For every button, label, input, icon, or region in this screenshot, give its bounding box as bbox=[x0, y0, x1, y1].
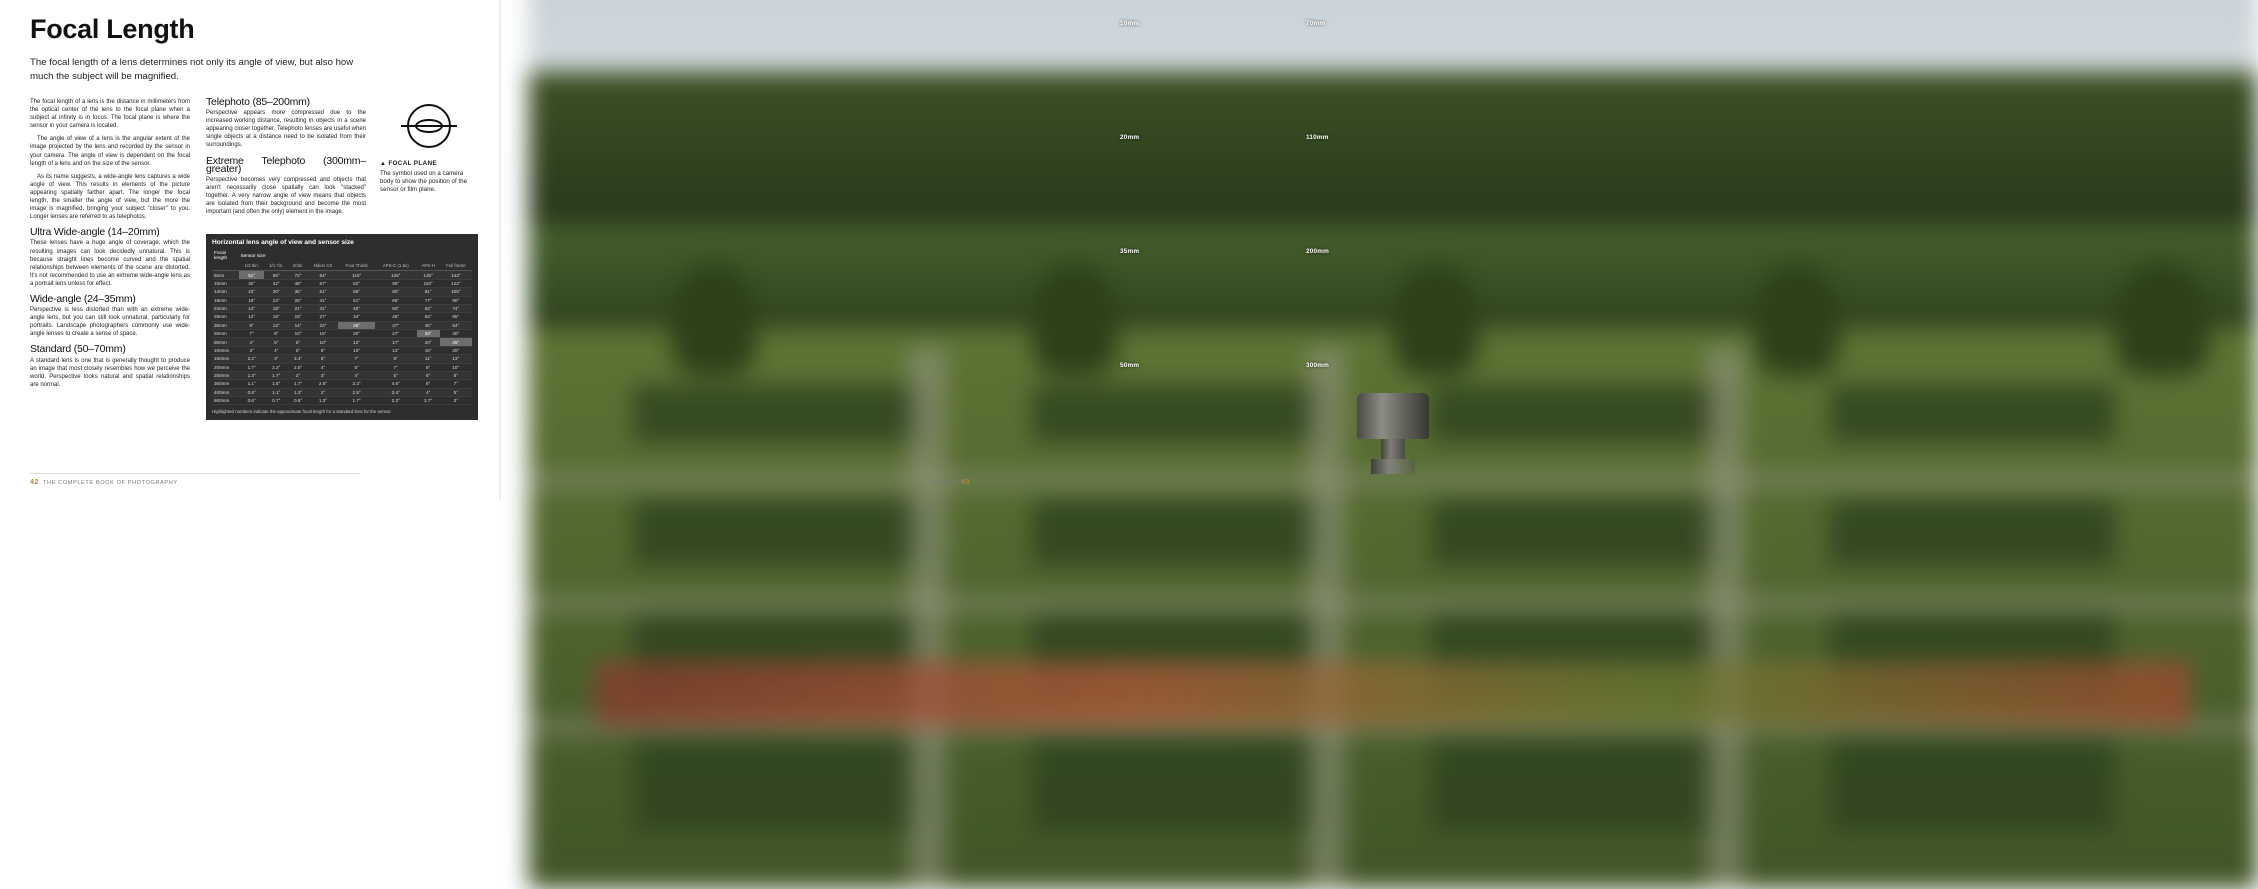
section-text-telephoto: Perspective appears more compressed due to the increased working distance, resulting in objects in a scene appearing closer together. Telephoto lenses are useful when single objects at a distance need to be isolated from their surroundings. bbox=[206, 110, 366, 149]
triangle-marker-icon: ▲ bbox=[380, 161, 387, 167]
table-cell: 27° bbox=[375, 330, 417, 338]
table-cell: 82° bbox=[338, 279, 374, 287]
section-text-wide: Perspective is less distorted than with an extreme wide-angle lens, but you can still look unnatural, particularly for portraits. Landscape photographers commonly use wide-angle lenses to create a sense of space. bbox=[30, 307, 190, 338]
table-cell: 18° bbox=[289, 313, 308, 321]
gallery-image-label: 35mm bbox=[1120, 248, 1140, 255]
intro-paragraph-2: The angle of view of a lens is the angular extent of the image projected by the lens and recorded by the sensor in your camera. The angle of view is dependent on the focal length of a lens and on the size of the sensor. bbox=[30, 136, 190, 167]
table-cell: 0.7° bbox=[264, 397, 289, 405]
table-cell: 2° bbox=[289, 371, 308, 379]
table-cell: 41° bbox=[308, 296, 339, 304]
table-cell: 143° bbox=[440, 271, 472, 279]
table-cell: 1.1° bbox=[264, 388, 289, 396]
table-cell: 10° bbox=[338, 346, 374, 354]
table-cell: 27° bbox=[308, 313, 339, 321]
table-cell: 1.3° bbox=[289, 388, 308, 396]
table-cell: 20° bbox=[417, 338, 440, 346]
table-cell: 3° bbox=[440, 397, 472, 405]
table-cell: 54° bbox=[417, 313, 440, 321]
table-cell: 32° bbox=[239, 279, 264, 287]
table-row bbox=[212, 355, 472, 363]
table-cell: 34° bbox=[338, 313, 374, 321]
table-cell: 54° bbox=[440, 321, 472, 329]
folio-left-text: THE COMPLETE BOOK OF PHOTOGRAPHY bbox=[43, 480, 178, 486]
focal-plane-label-row bbox=[380, 160, 478, 168]
table-cell: 16° bbox=[264, 313, 289, 321]
table-cell: 0.8° bbox=[289, 397, 308, 405]
table-cell: 65° bbox=[440, 313, 472, 321]
table-cell: 65° bbox=[338, 288, 374, 296]
table-cell: 5° bbox=[338, 363, 374, 371]
table-cell: 51° bbox=[239, 271, 264, 279]
table-cell: 10° bbox=[308, 338, 339, 346]
focal-plane-figure bbox=[380, 98, 478, 194]
table-cell: 1.7° bbox=[239, 363, 264, 371]
table-cell: 8° bbox=[308, 346, 339, 354]
table-cell: 9° bbox=[264, 330, 289, 338]
table-row bbox=[212, 330, 472, 338]
table-cell: 30° bbox=[264, 288, 289, 296]
table-cell: 45° bbox=[417, 321, 440, 329]
table-cell: 74° bbox=[440, 304, 472, 312]
table-cell: 4° bbox=[417, 388, 440, 396]
table-cell: 72° bbox=[289, 271, 308, 279]
table-cell: 12° bbox=[338, 338, 374, 346]
table-cell: 0.8° bbox=[239, 388, 264, 396]
table-cell: 21° bbox=[289, 304, 308, 312]
table-row bbox=[212, 380, 472, 388]
table-sensor-group-row bbox=[212, 250, 472, 262]
table-cell-focal-length: 18mm bbox=[212, 296, 239, 304]
table-cell-focal-length: 250mm bbox=[212, 371, 239, 379]
right-page bbox=[500, 0, 1330, 500]
table-cell: 13° bbox=[375, 346, 417, 354]
table-cell-focal-length: 300mm bbox=[212, 380, 239, 388]
table-cell: 25° bbox=[440, 338, 472, 346]
focal-plane-caption-text: The symbol used on a camera body to show the position of the sensor or film plane. bbox=[380, 170, 468, 193]
table-cell: 105° bbox=[440, 288, 472, 296]
table-cell: 2.5° bbox=[308, 380, 339, 388]
table-cell: 14° bbox=[289, 321, 308, 329]
table-cell: 20° bbox=[440, 346, 472, 354]
standfirst: The focal length of a lens determines not only its angle of view, but also how much the subject will be magnified. bbox=[30, 57, 354, 82]
table-cell: 8° bbox=[440, 371, 472, 379]
table-cell: 4° bbox=[239, 338, 264, 346]
table-row bbox=[212, 371, 472, 379]
table-cell: 94° bbox=[308, 271, 339, 279]
table-row bbox=[212, 321, 472, 329]
table-row bbox=[212, 346, 472, 354]
table-row bbox=[212, 313, 472, 321]
section-text-ultra-wide: These lenses have a huge angle of coverage, which the resulting images can look decidedly unnatural. This is because straight lines become curved and the spatial relationships between elements of the scene are distorted. It's not recommended to use an extreme wide-angle lens as a portrait lens unless for effect. bbox=[30, 240, 190, 287]
table-cell: 3° bbox=[264, 355, 289, 363]
table-cell: 91° bbox=[417, 288, 440, 296]
table-cell: 126° bbox=[375, 271, 417, 279]
table-header-5: APS-C (1.6x) bbox=[375, 262, 417, 271]
table-cell-focal-length: 200mm bbox=[212, 363, 239, 371]
table-cell: 6° bbox=[289, 338, 308, 346]
table-cell: 6° bbox=[417, 371, 440, 379]
section-text-extreme-telephoto: Perspective becomes very compressed and objects that aren't necessarily close spatially can look "stacked" together. A very narrow angle of view means that objects are isolated from their background and become the most important (and often the only) element in the image. bbox=[206, 176, 366, 216]
table-cell: 33° bbox=[417, 330, 440, 338]
table-cell: 90° bbox=[440, 296, 472, 304]
gallery-image-label: 20mm bbox=[1120, 134, 1140, 141]
table-cell: 2.5° bbox=[338, 388, 374, 396]
table-cell: 13° bbox=[440, 355, 472, 363]
table-cell-focal-length: 14mm bbox=[212, 288, 239, 296]
page-title: Focal Length bbox=[30, 14, 195, 44]
table-title: Horizontal lens angle of view and sensor size bbox=[212, 239, 354, 246]
table-footnote: Highlighted numbers indicate the approximate focal length for a standard lens for the sensor. bbox=[212, 409, 392, 415]
table-cell-focal-length: 600mm bbox=[212, 397, 239, 405]
table-cell: 18° bbox=[264, 304, 289, 312]
table-cell: 51° bbox=[308, 288, 339, 296]
table-cell: 28° bbox=[289, 296, 308, 304]
focal-length-photo-grid bbox=[1116, 16, 1484, 468]
table-cell: 1.7° bbox=[289, 380, 308, 388]
table-cell: 80° bbox=[375, 288, 417, 296]
gallery-image-label: 10mm bbox=[1120, 20, 1140, 27]
left-page bbox=[0, 0, 500, 500]
table-cell: 4° bbox=[264, 346, 289, 354]
intro-paragraph-1: The focal length of a lens is the distance in millimeters from the optical center of the lens to the focal plane when a subject at infinity is in focus. The focal plane is where the sensor in your camera is located. bbox=[30, 99, 190, 130]
table-cell: 2.5° bbox=[289, 363, 308, 371]
gallery-image-label: 200mm bbox=[1306, 248, 1330, 255]
table-cell: 122° bbox=[440, 279, 472, 287]
table-cell: 0.6° bbox=[239, 397, 264, 405]
table-cell: 45° bbox=[375, 313, 417, 321]
folio-left-number: 42 bbox=[30, 479, 39, 486]
table-cell: 42° bbox=[264, 279, 289, 287]
table-cell: 110° bbox=[338, 271, 374, 279]
table-cell-focal-length: 6mm bbox=[212, 271, 239, 279]
table-cell: 7° bbox=[375, 363, 417, 371]
table-cell: 1.3° bbox=[308, 397, 339, 405]
table-cell-focal-length: 400mm bbox=[212, 388, 239, 396]
table-row bbox=[212, 338, 472, 346]
table-cell: 1.7° bbox=[338, 397, 374, 405]
table-header-7: Full frame bbox=[440, 262, 472, 271]
lens-angle-table-panel bbox=[206, 234, 478, 420]
table-cell: 8° bbox=[417, 363, 440, 371]
table-cell: 7° bbox=[338, 355, 374, 363]
table-row bbox=[212, 388, 472, 396]
gallery-image-label: 300mm bbox=[1306, 362, 1330, 369]
table-cell-focal-length: 28mm bbox=[212, 313, 239, 321]
table-cell: 67° bbox=[308, 279, 339, 287]
table-cell-focal-length: 50mm bbox=[212, 330, 239, 338]
table-cell: 5° bbox=[440, 388, 472, 396]
table-cell: 20° bbox=[338, 330, 374, 338]
table-cell: 2.2° bbox=[264, 363, 289, 371]
footer-rule bbox=[30, 473, 360, 474]
table-cell: 17° bbox=[375, 338, 417, 346]
table-cell: 3.3° bbox=[338, 380, 374, 388]
body-column-middle bbox=[206, 98, 366, 221]
section-heading-telephoto: Telephoto (85–200mm) bbox=[206, 96, 310, 108]
folio-right-text: LENSES bbox=[931, 480, 957, 486]
table-cell: 1.1° bbox=[239, 380, 264, 388]
table-cell: 48° bbox=[289, 279, 308, 287]
table-cell: 65° bbox=[264, 271, 289, 279]
table-cell: 14° bbox=[239, 304, 264, 312]
table-row bbox=[212, 279, 472, 287]
section-heading-standard: Standard (50–70mm) bbox=[30, 343, 126, 356]
table-cell: 10° bbox=[289, 330, 308, 338]
table-header-1: 1/1.7in. bbox=[264, 262, 289, 271]
table-cell: 2.7° bbox=[417, 397, 440, 405]
table-row bbox=[212, 296, 472, 304]
table-cell: 37° bbox=[375, 321, 417, 329]
table-body bbox=[212, 271, 472, 405]
gallery-image-label: 50mm bbox=[1120, 362, 1140, 369]
table-cell: 18° bbox=[239, 296, 264, 304]
gallery-image-label: 110mm bbox=[1306, 134, 1329, 141]
table-cell: 5° bbox=[308, 355, 339, 363]
table-cell: 99° bbox=[375, 279, 417, 287]
table-cell: 15° bbox=[308, 330, 339, 338]
table-cell: 5° bbox=[264, 338, 289, 346]
focal-plane-symbol-icon bbox=[401, 98, 457, 154]
table-cell-focal-length: 35mm bbox=[212, 321, 239, 329]
lens-angle-table bbox=[212, 250, 472, 405]
table-cell: 12° bbox=[264, 321, 289, 329]
table-cell: 9° bbox=[239, 321, 264, 329]
table-cell: 16° bbox=[417, 346, 440, 354]
table-cell: 3° bbox=[239, 346, 264, 354]
table-cell: 5° bbox=[375, 371, 417, 379]
table-cell-focal-length: 80mm bbox=[212, 338, 239, 346]
table-header-blank bbox=[212, 262, 239, 271]
table-cell: 1.7° bbox=[264, 371, 289, 379]
table-cell: 1.5° bbox=[264, 380, 289, 388]
folio-right-number: 43 bbox=[961, 479, 970, 486]
gallery-image bbox=[1302, 358, 1484, 468]
table-cell-focal-length: 24mm bbox=[212, 304, 239, 312]
focal-plane-label: FOCAL PLANE bbox=[388, 160, 437, 167]
focal-plane-caption bbox=[380, 160, 478, 194]
table-cell: 23° bbox=[239, 288, 264, 296]
table-cell: 135° bbox=[417, 271, 440, 279]
table-cell: 10° bbox=[440, 363, 472, 371]
table-row bbox=[212, 271, 472, 279]
table-cell: 51° bbox=[338, 296, 374, 304]
table-cell: 7° bbox=[239, 330, 264, 338]
folio-right bbox=[931, 479, 970, 486]
table-column-header-row bbox=[212, 262, 472, 271]
table-cell-focal-length: 100mm bbox=[212, 346, 239, 354]
table-row bbox=[212, 397, 472, 405]
table-cell: 6° bbox=[417, 380, 440, 388]
section-heading-extreme-telephoto: Extreme Telephoto (300mm–greater) bbox=[206, 154, 366, 175]
table-cell: 62° bbox=[417, 304, 440, 312]
table-cell: 3.4° bbox=[375, 388, 417, 396]
table-cell: 12° bbox=[239, 313, 264, 321]
table-cell: 40° bbox=[440, 330, 472, 338]
table-cell: 24° bbox=[264, 296, 289, 304]
table-row bbox=[212, 304, 472, 312]
table-header-3: Nikon CX bbox=[308, 262, 339, 271]
table-cell: 50° bbox=[375, 304, 417, 312]
table-cell: 31° bbox=[308, 304, 339, 312]
table-corner-label bbox=[212, 250, 239, 262]
table-cell-focal-length: 10mm bbox=[212, 279, 239, 287]
table-corner-line2: length bbox=[214, 256, 228, 262]
table-cell: 7° bbox=[440, 380, 472, 388]
section-heading-wide: Wide-angle (24–35mm) bbox=[30, 292, 136, 305]
table-cell: 66° bbox=[375, 296, 417, 304]
table-cell: 2° bbox=[308, 388, 339, 396]
table-cell: 2.3° bbox=[375, 397, 417, 405]
table-cell: 40° bbox=[338, 304, 374, 312]
table-cell: 28° bbox=[338, 321, 374, 329]
table-cell: 9° bbox=[375, 355, 417, 363]
section-text-standard: A standard lens is one that is generally thought to produce an image that most closely resembles how we perceive the world. Perspective looks natural and spatial relationships are normal. bbox=[30, 357, 190, 388]
table-row bbox=[212, 288, 472, 296]
body-column-left bbox=[30, 98, 190, 394]
table-row bbox=[212, 363, 472, 371]
table-cell: 4° bbox=[308, 363, 339, 371]
table-sensor-group-label: Sensor size bbox=[240, 253, 266, 259]
table-cell: 4° bbox=[338, 371, 374, 379]
folio-left bbox=[30, 479, 178, 486]
table-cell: 35° bbox=[289, 288, 308, 296]
table-cell: 1.3° bbox=[239, 371, 264, 379]
table-cell: 11° bbox=[417, 355, 440, 363]
table-cell: 110° bbox=[417, 279, 440, 287]
table-cell-focal-length: 150mm bbox=[212, 355, 239, 363]
table-cell: 77° bbox=[417, 296, 440, 304]
table-cell: 3.4° bbox=[289, 355, 308, 363]
table-cell: 2.2° bbox=[239, 355, 264, 363]
table-cell: 4.5° bbox=[375, 380, 417, 388]
gallery-image-label: 70mm bbox=[1306, 20, 1326, 27]
section-heading-ultra-wide: Ultra Wide-angle (14–20mm) bbox=[30, 226, 160, 239]
table-cell: 3° bbox=[308, 371, 339, 379]
table-cell: 22° bbox=[308, 321, 339, 329]
book-spread bbox=[0, 0, 1330, 500]
table-header-4: Four Thirds bbox=[338, 262, 374, 271]
table-cell: 5° bbox=[289, 346, 308, 354]
table-header-6: APS-H bbox=[417, 262, 440, 271]
table-header-2: 2/3in. bbox=[289, 262, 308, 271]
table-header-0: 1/2.5in. bbox=[239, 262, 264, 271]
table-corner-line1: Focal bbox=[214, 251, 226, 257]
intro-paragraph-3: As its name suggests, a wide-angle lens captures a wide angle of view. This results in elements of the picture appearing spatially farther apart. The longer the focal length, the smaller the angle of view, but the more the image is magnified, bringing your subject "closer" to you. Longer lenses are referred to as telephotos. bbox=[30, 173, 190, 221]
